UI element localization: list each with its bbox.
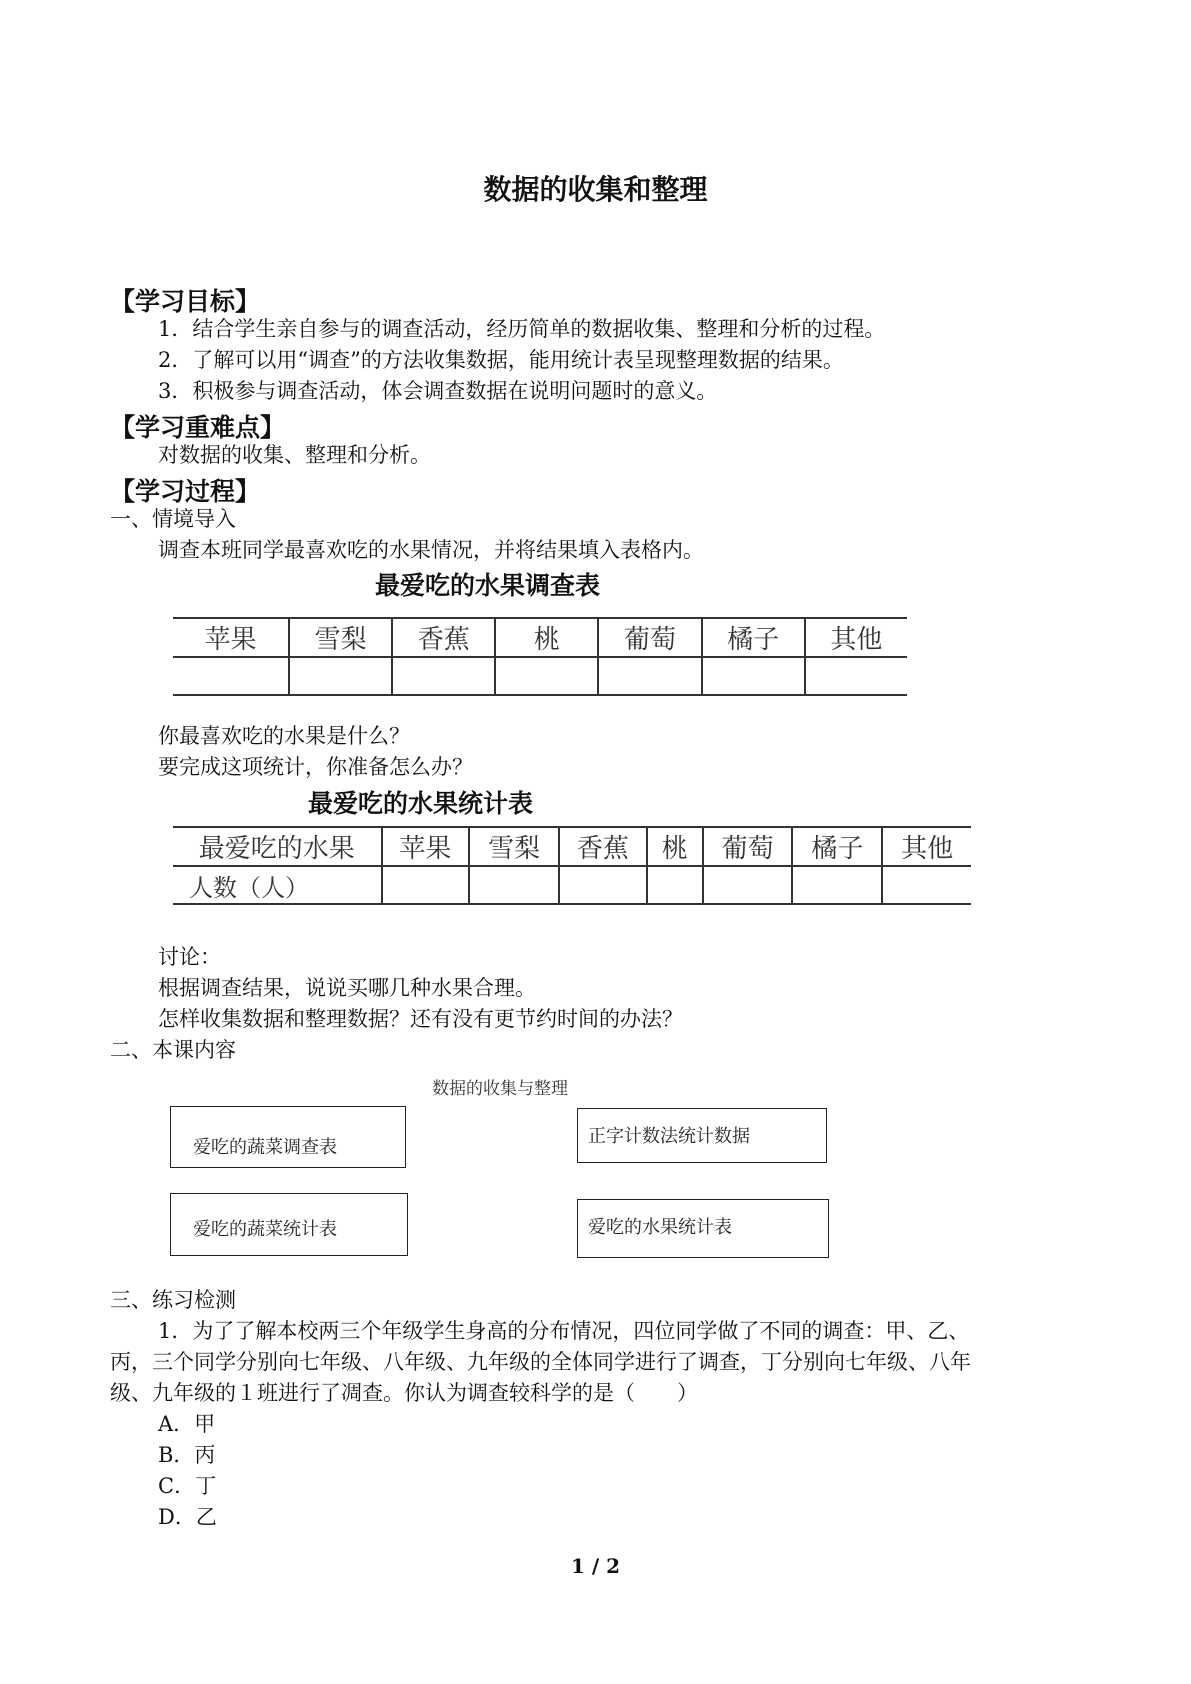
table-header-cell: 香蕉	[559, 827, 647, 866]
key-points-heading: 【学习重难点】	[110, 413, 286, 442]
question-1: 你最喜欢吃的水果是什么？	[158, 724, 410, 748]
diagram-box-label: 爱吃的蔬菜统计表	[193, 1219, 337, 1240]
table-row	[173, 657, 907, 695]
table-header-cell: 雪梨	[289, 618, 392, 657]
diagram-box	[577, 1199, 829, 1258]
objective-item: 2．了解可以用“调查”的方法收集数据，能用统计表呈现整理数据的结果。	[158, 348, 844, 372]
table-header-cell: 香蕉	[392, 618, 495, 657]
table-cell	[382, 866, 470, 904]
table-cell	[647, 866, 703, 904]
discussion-item: 怎样收集数据和整理数据？还有没有更节约时间的办法？	[158, 1007, 683, 1031]
answer-option: C．丁	[158, 1474, 217, 1498]
answer-option: A．甲	[158, 1412, 216, 1436]
table-header-cell: 橘子	[702, 618, 805, 657]
key-points-text: 对数据的收集、整理和分析。	[158, 443, 431, 467]
table-cell	[702, 657, 805, 695]
survey-table-title: 最爱吃的水果调查表	[375, 571, 601, 600]
table-header-cell: 橘子	[792, 827, 882, 866]
survey-table	[173, 617, 907, 696]
table-cell	[703, 866, 793, 904]
exercise-question-line: 级、九年级的１班进行了凋查。你认为调查较科学的是（ ）	[110, 1381, 698, 1405]
section3-heading: 三、练习检测	[110, 1288, 236, 1312]
question-2: 要完成这项统计，你准备怎么办？	[158, 755, 473, 779]
table-cell	[792, 866, 882, 904]
stat-table-title: 最爱吃的水果统计表	[308, 789, 534, 818]
section1-heading: 一、情境导入	[110, 507, 236, 531]
table-row	[173, 618, 907, 657]
table-row-label: 人数（人）	[173, 866, 382, 904]
table-cell	[469, 866, 559, 904]
table-header-cell: 桃	[495, 618, 598, 657]
diagram-box	[170, 1106, 406, 1168]
diagram-box-label: 爱吃的水果统计表	[588, 1217, 732, 1238]
diagram-box-label: 正字计数法统计数据	[588, 1126, 750, 1147]
diagram-title: 数据的收集与整理	[432, 1079, 568, 1099]
table-cell	[289, 657, 392, 695]
objective-item: 3．积极参与调查活动，体会调查数据在说明问题时的意义。	[158, 379, 718, 403]
section1-intro: 调查本班同学最喜欢吃的水果情况，并将结果填入表格内。	[158, 538, 704, 562]
discussion-label: 讨论：	[158, 945, 221, 969]
table-header-cell: 最爱吃的水果	[173, 827, 382, 866]
table-row	[173, 866, 971, 904]
section2-heading: 二、本课内容	[110, 1038, 236, 1062]
discussion-item: 根据调查结果，说说买哪几种水果合理。	[158, 976, 536, 1000]
process-heading: 【学习过程】	[110, 477, 261, 506]
table-cell	[805, 657, 907, 695]
page-title: 数据的收集和整理	[483, 173, 708, 206]
objectives-heading: 【学习目标】	[110, 287, 261, 316]
answer-option: D．乙	[158, 1505, 217, 1529]
table-header-cell: 苹果	[382, 827, 470, 866]
table-header-cell: 雪梨	[469, 827, 559, 866]
table-header-cell: 其他	[805, 618, 907, 657]
table-row	[173, 827, 971, 866]
table-cell	[559, 866, 647, 904]
answer-option: B．丙	[158, 1443, 216, 1467]
table-cell	[598, 657, 701, 695]
table-header-cell: 桃	[647, 827, 703, 866]
diagram-box-label: 爱吃的蔬菜调查表	[193, 1137, 337, 1158]
table-cell	[173, 657, 289, 695]
table-header-cell: 葡萄	[703, 827, 793, 866]
table-header-cell: 其他	[882, 827, 971, 866]
stat-table	[173, 826, 971, 905]
table-cell	[882, 866, 971, 904]
table-cell	[392, 657, 495, 695]
table-header-cell: 葡萄	[598, 618, 701, 657]
exercise-question-line: 丙，三个同学分别向七年级、八年级、九年级的全体同学进行了调查，丁分别向七年级、八年	[110, 1350, 971, 1374]
diagram-box	[577, 1108, 827, 1163]
table-header-cell: 苹果	[173, 618, 289, 657]
objective-item: 1．结合学生亲自参与的调查活动，经历简单的数据收集、整理和分析的过程。	[158, 317, 886, 341]
table-cell	[495, 657, 598, 695]
exercise-question-line: 1．为了了解本校两三个年级学生身高的分布情况，四位同学做了不同的调查：甲、乙、	[158, 1319, 970, 1343]
page-number: 1 / 2	[570, 1554, 621, 1578]
diagram-box	[170, 1193, 408, 1256]
